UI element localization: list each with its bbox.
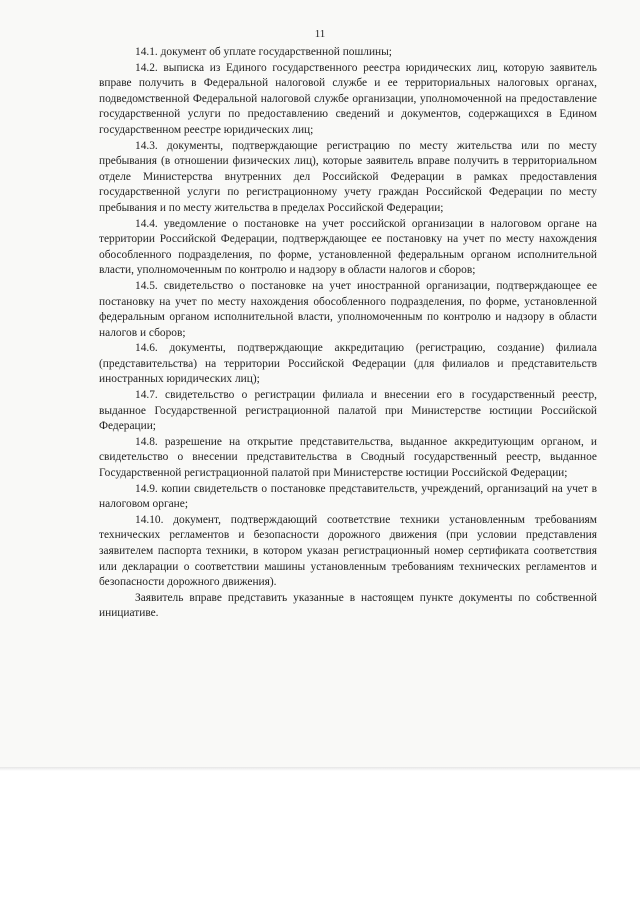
paragraph-14-10: 14.10. документ, подтверждающий соответствие техники установленным требованиям технических регламентов и безопасности дорожного движения (при условии представления заявителем паспорта техники, в котором указан регистрационный номер сертификата соответствия или декларации о соответствии машины установленным требованиям технических регламентов и безопасности дорожного движения). xyxy=(99,513,597,589)
document-body xyxy=(99,45,597,622)
paragraph-closing: Заявитель вправе представить указанные в настоящем пункте документы по собственной инициативе. xyxy=(99,591,597,620)
paragraph-14-2: 14.2. выписка из Единого государственного реестра юридических лиц, которую заявитель вправе получить в Федеральной налоговой службе и ее территориальных налоговых органах, подведомственной Федеральной налоговой службе организации, уполномоченной на предоставление государственной услуги по предоставлению сведений и документов, содержащихся в Едином государственном реестре юридических лиц; xyxy=(99,61,597,136)
paragraph-14-4: 14.4. уведомление о постановке на учет российской организации в налоговом органе на территории Российской Федерации, подтверждающее ее постановку на учет по месту нахождения обособленного подразделения, по форме, установленной федеральным органом исполнительной власти, уполномоченным по контролю и надзору в области налогов и сборов; xyxy=(99,217,597,277)
paragraph-14-7: 14.7. свидетельство о регистрации филиала и внесении его в государственный реестр, выданное Государственной регистрационной палатой при Министерстве юстиции Российской Федерации; xyxy=(99,389,597,433)
paragraph-14-1: 14.1. документ об уплате государственной пошлины; xyxy=(135,46,392,58)
paragraph-14-8: 14.8. разрешение на открытие представительства, выданное аккредитующим органом, и свидетельство о внесении представительства в Сводный государственный реестр, выданное Государственной регистрационной палатой при Министерстве юстиции Российской Федерации; xyxy=(99,435,597,480)
page-number: 11 xyxy=(314,28,326,40)
paragraph-14-9: 14.9. копии свидетельств о постановке представительств, учреждений, организаций на учет в налоговом органе; xyxy=(99,482,597,511)
paragraph-14-6: 14.6. документы, подтверждающие аккредитацию (регистрацию, создание) филиала (представительства) на территории Российской Федерации (для филиалов и представительств иностранных юридических лиц); xyxy=(99,342,597,386)
paragraph-14-5: 14.5. свидетельство о постановке на учет иностранной организации, подтверждающее ее постановку на учет по месту нахождения обособленного подразделения, по форме, установленной федеральным органом исполнительной власти, уполномоченным по контролю и надзору в области налогов и сборов; xyxy=(99,279,597,339)
scan-bottom-edge xyxy=(0,767,640,771)
paragraph-14-3: 14.3. документы, подтверждающие регистрацию по месту жительства или по месту пребывания (в отношении физических лиц), которые заявитель вправе получить в территориальном отделе Министерства внутренних дел Российской Федерации в рамках предоставления государственной услуги по регистрационному учету граждан Российской Федерации по месту пребывания и по месту жительства в пределах Российской Федерации; xyxy=(99,139,597,214)
